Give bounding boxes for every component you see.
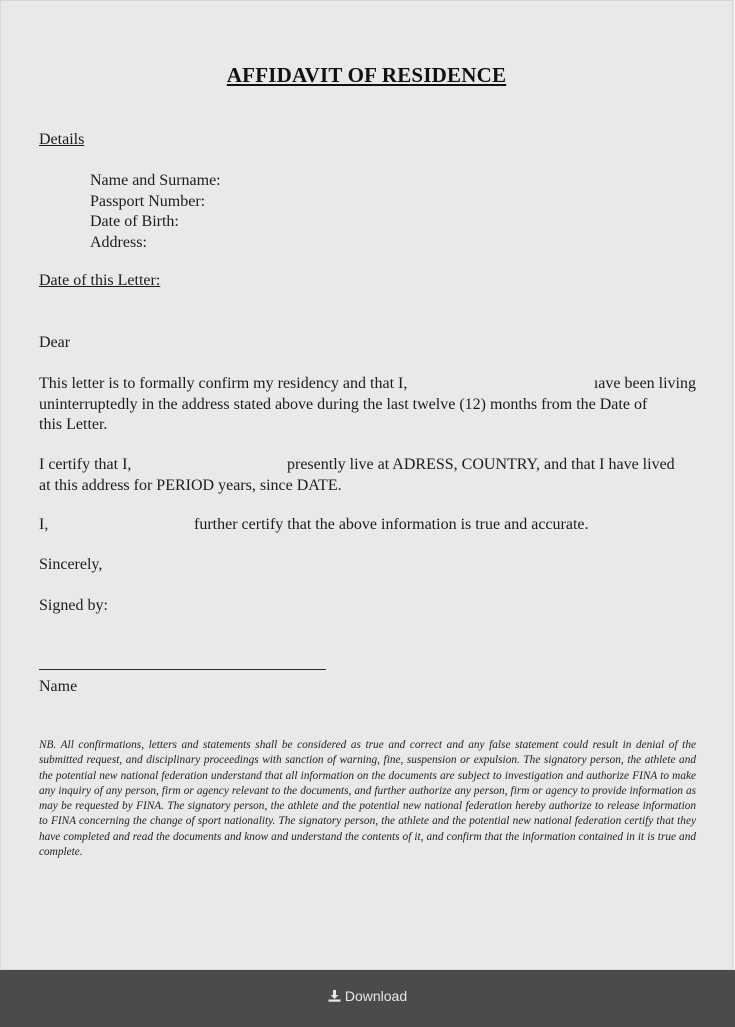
signature-line	[39, 669, 326, 670]
download-button[interactable]	[0, 988, 735, 1004]
document-title: AFFIDAVIT OF RESIDENCE	[226, 63, 507, 87]
paragraph-residency	[39, 374, 699, 436]
paragraph-further-certify	[39, 515, 699, 536]
para1-line2: uninterruptedly in the address stated above during the last twelve (12) months from the Date of	[39, 395, 648, 413]
field-date-of-birth: Date of Birth:	[90, 213, 179, 230]
footer-bar	[0, 970, 735, 1027]
salutation: Dear	[39, 334, 71, 351]
nb-disclaimer: NB. All confirmations, letters and statements shall be considered as true and correct and any false statement could result in denial of the submitted request, and disciplinary proceedings with sanction of warning, fine, suspension or expulsion. The signatory person, the athlete and the potential new national federation understand that all information on the documents are subject to investigation and authorize FINA to make any inquiry of any person, firm or agency relevant to the documents, and further authorize any person, firm or agency to provide information as may be requested by FINA. The signatory person, the athlete and the potential new national federation hereby authorize to release information to FINA concerning the change of sport nationality. The signatory person, the athlete and the potential new national federation certify that they have completed and read the documents and know and understand the contents of it, and confirm that the information contained in it is true and complete.	[39, 739, 696, 859]
para2-line1-start: I certify that I,	[39, 456, 132, 473]
details-fields	[90, 171, 221, 253]
field-address: Address:	[90, 233, 147, 251]
para1-line1-start: This letter is to formally confirm my residency and that I,	[39, 375, 408, 392]
field-name-surname: Name and Surname:	[90, 172, 221, 189]
details-heading: Details	[39, 131, 85, 148]
date-of-letter-colon: :	[155, 272, 161, 289]
para2-line1-end: presently live at ADRESS, COUNTRY, and that I have lived	[287, 456, 675, 473]
para1-line3: this Letter.	[39, 416, 108, 433]
signed-by-label: Signed by:	[39, 597, 108, 614]
para3-end: further certify that the above information is true and accurate.	[194, 516, 589, 533]
date-of-letter-label: Date of this Letter	[39, 272, 156, 289]
name-label: Name	[39, 678, 78, 695]
paragraph-certify	[39, 455, 699, 496]
para3-start: I,	[39, 516, 49, 533]
download-icon	[328, 990, 341, 1002]
field-passport-number: Passport Number:	[90, 192, 206, 210]
download-label: Download	[344, 988, 408, 1004]
para2-line2: at this address for PERIOD years, since DATE.	[39, 476, 342, 494]
closing-sincerely: Sincerely,	[39, 556, 103, 573]
date-of-letter-heading	[39, 272, 160, 290]
para1-line1-end: ıave been living	[593, 375, 696, 392]
